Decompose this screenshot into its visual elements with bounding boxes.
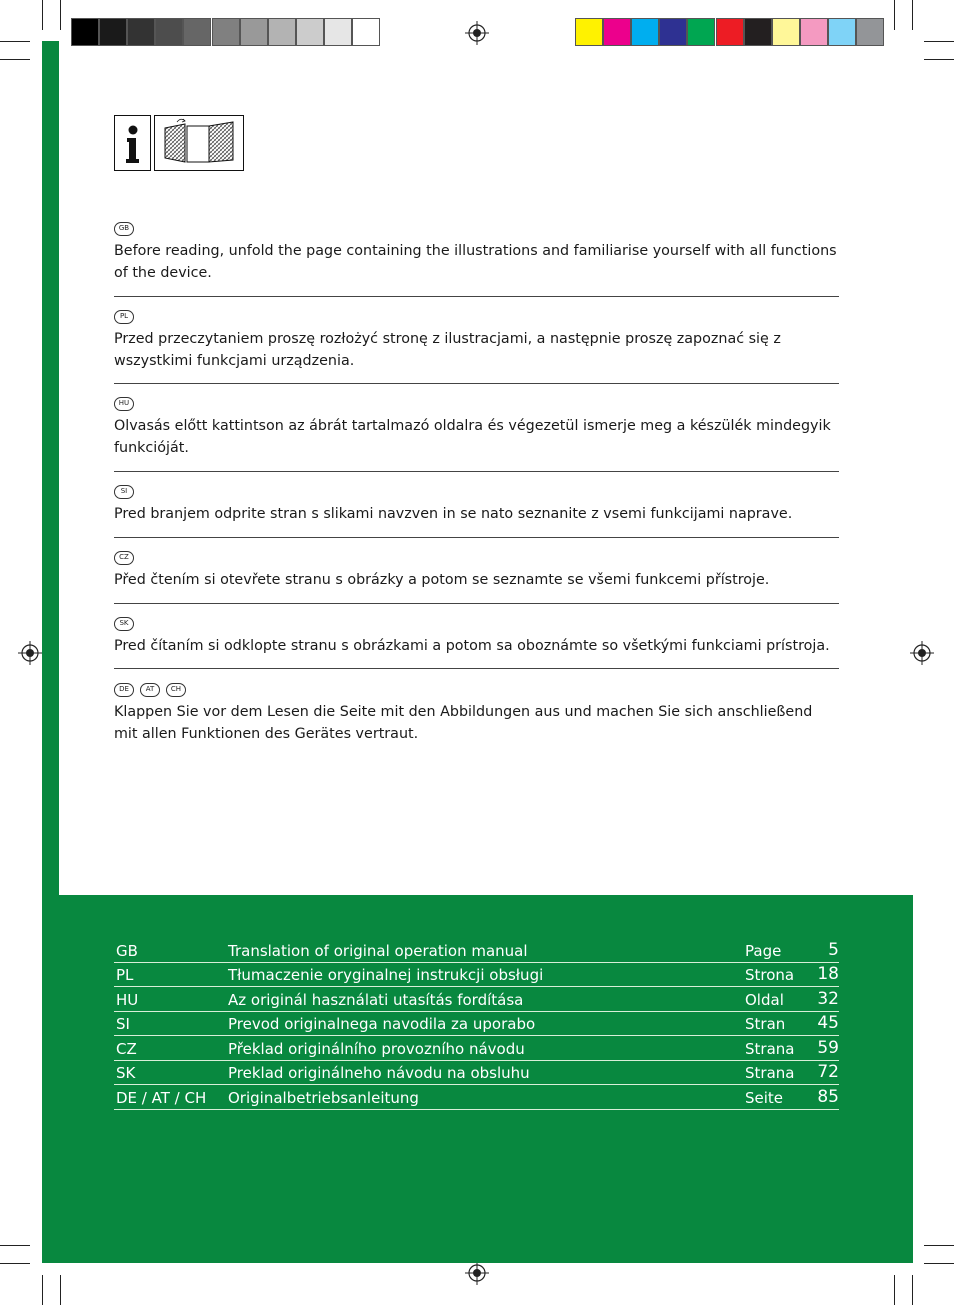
contents-row — [114, 987, 839, 1012]
country-code-badge: AT — [140, 683, 160, 697]
gray-swatch — [212, 18, 240, 46]
color-swatch — [575, 18, 603, 46]
color-swatch — [659, 18, 687, 46]
country-badges — [114, 485, 839, 499]
language-code: PL — [116, 966, 134, 984]
gray-swatch — [296, 18, 324, 46]
contents-row — [114, 1012, 839, 1037]
contents-row — [114, 963, 839, 988]
country-badges — [114, 683, 839, 697]
instruction-text: Pred čítaním si odklopte stranu s obrázkami a potom sa oboznámte so všetkými funkciami prístroja. — [114, 638, 830, 654]
gray-swatch — [240, 18, 268, 46]
language-section — [114, 222, 839, 284]
registration-mark-icon — [465, 1261, 489, 1285]
gray-swatch — [99, 18, 127, 46]
manual-title: Prevod originalnega navodila za uporabo — [228, 1015, 536, 1033]
gray-swatch — [155, 18, 183, 46]
page-number: 32 — [817, 988, 839, 1009]
gray-swatch — [127, 18, 155, 46]
color-swatch — [687, 18, 715, 46]
page-number: 18 — [817, 964, 839, 984]
instruction-text: Before reading, unfold the page containing the illustrations and familiarise yourself with all functions of the device. — [114, 243, 837, 281]
country-badges — [114, 551, 839, 565]
gray-swatch — [268, 18, 296, 46]
page-label: Strana — [745, 1039, 795, 1058]
green-side-strip — [42, 41, 59, 896]
country-badges — [114, 222, 839, 236]
page-label: Seite — [745, 1088, 784, 1107]
color-swatch — [828, 18, 856, 46]
manual-title: Preklad originálneho návodu na obsluhu — [228, 1064, 530, 1082]
country-badges — [114, 397, 839, 411]
language-code: GB — [116, 941, 138, 960]
instruction-text: Klappen Sie vor dem Lesen die Seite mit den Abbildungen aus und machen Sie sich anschließend mit allen Funktionen des Gerätes vertraut. — [114, 704, 813, 742]
info-icon — [114, 115, 151, 171]
country-code-badge: SI — [114, 485, 134, 499]
country-code-badge: HU — [114, 397, 134, 411]
page-label: Strona — [745, 966, 795, 984]
gray-swatch — [324, 18, 352, 46]
contents-row — [114, 1036, 839, 1061]
page-number: 85 — [817, 1086, 839, 1107]
contents-table — [114, 938, 839, 1110]
country-code-badge: GB — [114, 222, 134, 236]
unfold-page-icon — [154, 115, 244, 171]
color-swatch — [744, 18, 772, 46]
section-divider — [114, 537, 839, 538]
language-section — [114, 617, 839, 657]
language-section — [114, 310, 839, 372]
contents-row — [114, 1061, 839, 1086]
registration-mark-icon — [18, 641, 42, 665]
page-number: 5 — [828, 939, 839, 960]
section-divider — [114, 296, 839, 297]
country-code-badge: DE — [114, 683, 134, 697]
page-number: 45 — [817, 1013, 839, 1033]
color-swatch — [772, 18, 800, 46]
language-code: SI — [116, 1015, 130, 1033]
country-code-badge: CH — [166, 683, 186, 697]
manual-title: Tłumaczenie oryginalnej instrukcji obsługi — [228, 966, 544, 984]
contents-row — [114, 1085, 839, 1110]
color-swatch — [856, 18, 884, 46]
section-divider — [114, 471, 839, 472]
color-swatch — [716, 18, 744, 46]
color-swatch — [603, 18, 631, 46]
gray-swatch — [352, 18, 380, 46]
color-swatch — [631, 18, 659, 46]
page-number: 59 — [817, 1037, 839, 1058]
language-code: DE / AT / CH — [116, 1088, 207, 1107]
section-divider — [114, 668, 839, 669]
instruction-text: Przed przeczytaniem proszę rozłożyć stronę z ilustracjami, a następnie proszę zapoznać się z wszystkimi funkcjami urządzenia. — [114, 331, 781, 369]
gray-swatch — [71, 18, 99, 46]
language-code: CZ — [116, 1039, 137, 1058]
instruction-text: Pred branjem odprite stran s slikami navzven in se nato seznanite z vsemi funkcijami naprave. — [114, 506, 793, 522]
section-divider — [114, 603, 839, 604]
country-code-badge: CZ — [114, 551, 134, 565]
instruction-text: Olvasás előtt kattintson az ábrát tartalmazó oldalra és végezetül ismerje meg a készülék mindegyik funkcióját. — [114, 418, 831, 456]
page-label: Stran — [745, 1015, 786, 1033]
country-code-badge: PL — [114, 310, 134, 324]
page-label: Oldal — [745, 990, 784, 1009]
manual-title: Translation of original operation manual — [228, 941, 528, 960]
color-swatch — [800, 18, 828, 46]
language-section — [114, 397, 839, 459]
instruction-text: Před čtením si otevřete stranu s obrázky a potom se seznamte se všemi funkcemi přístroje. — [114, 572, 770, 588]
country-badges — [114, 310, 839, 324]
manual-title: Az originál használati utasítás fordítása — [228, 990, 524, 1009]
country-badges — [114, 617, 839, 631]
language-section — [114, 485, 839, 525]
page-number: 72 — [817, 1062, 839, 1082]
gray-swatch — [183, 18, 211, 46]
contents-row — [114, 938, 839, 963]
page-label: Page — [745, 941, 782, 960]
manual-title: Originalbetriebsanleitung — [228, 1088, 419, 1107]
section-divider — [114, 383, 839, 384]
registration-mark-icon — [465, 21, 489, 45]
language-section — [114, 683, 839, 745]
language-section — [114, 551, 839, 591]
language-code: SK — [116, 1064, 136, 1082]
registration-mark-icon — [910, 641, 934, 665]
language-code: HU — [116, 990, 139, 1009]
page-label: Strana — [745, 1064, 795, 1082]
manual-title: Překlad originálního provozního návodu — [228, 1039, 525, 1058]
country-code-badge: SK — [114, 617, 134, 631]
